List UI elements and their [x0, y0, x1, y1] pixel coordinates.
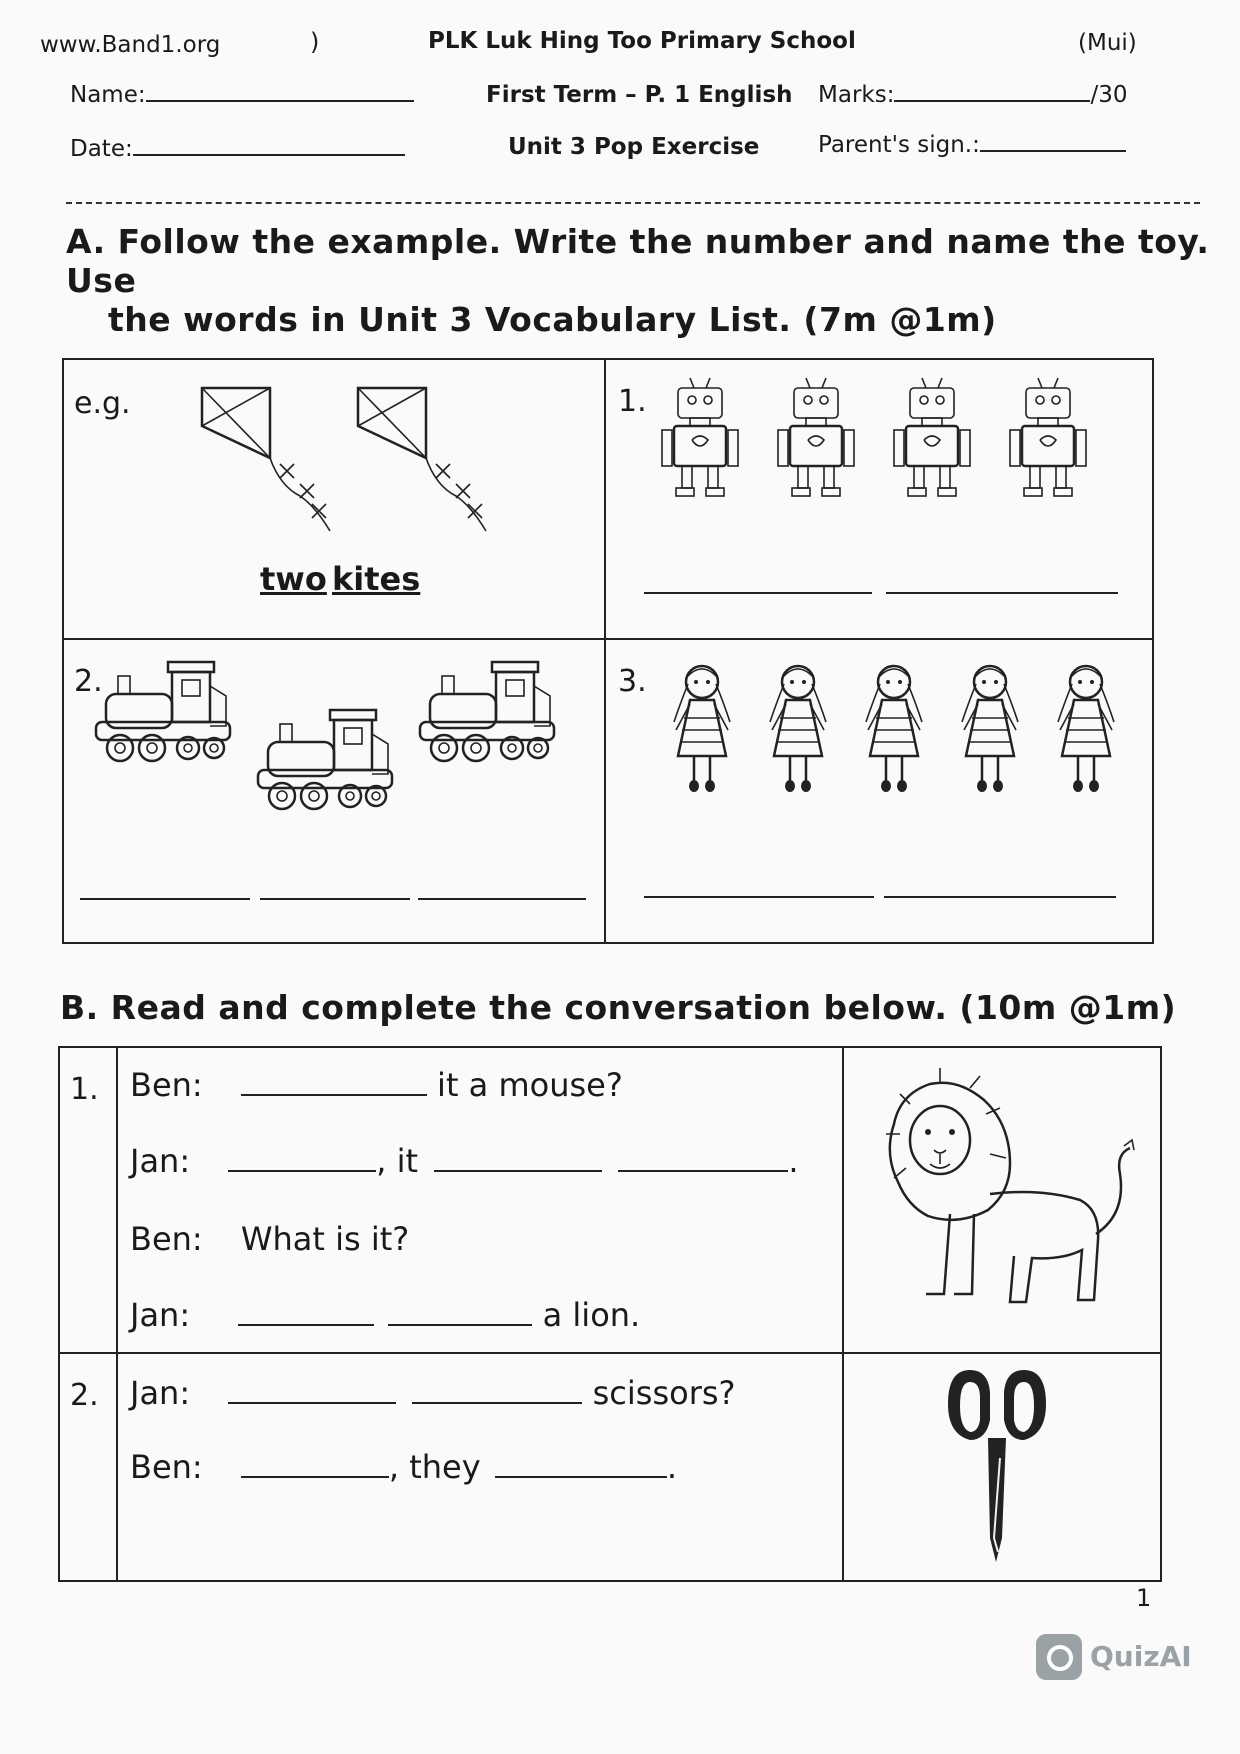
b-col-line-2: [842, 1046, 844, 1582]
sentence-text: .: [666, 1448, 678, 1486]
robot-icon: [778, 378, 854, 496]
b-q2-line-1: [130, 1374, 736, 1412]
a-q3-answer-line-2[interactable]: [884, 896, 1116, 898]
blank[interactable]: [228, 1170, 376, 1172]
train-icon: [420, 662, 554, 761]
name-field[interactable]: [70, 82, 414, 108]
section-a-title-2: the words in Unit 3 Vocabulary List. (7m @1m): [108, 300, 997, 339]
speaker: Ben:: [130, 1448, 203, 1486]
b-col-line-1: [116, 1046, 118, 1582]
page-number: 1: [1136, 1584, 1152, 1612]
speaker: Ben:: [130, 1066, 203, 1104]
a-q2-answer-line-3[interactable]: [418, 898, 586, 900]
blank[interactable]: [495, 1476, 667, 1478]
header-paren: ): [310, 28, 320, 56]
a-q2-number: 2.: [74, 664, 103, 699]
lion-icon: [870, 1064, 1140, 1334]
grid-vline: [604, 358, 606, 944]
watermark: www.Band1.org: [40, 32, 221, 58]
name-label: Name:: [70, 82, 146, 108]
blank[interactable]: [241, 1094, 427, 1096]
date-field[interactable]: [70, 136, 405, 162]
sentence-text: , it: [376, 1142, 419, 1180]
doll-icon: [770, 666, 826, 792]
parent-sign-field[interactable]: [818, 132, 1126, 158]
robot-icon: [894, 378, 970, 496]
a-q2-answer-line-2[interactable]: [260, 898, 410, 900]
blank[interactable]: [238, 1324, 374, 1326]
robot-icon: [662, 378, 738, 496]
blank[interactable]: [388, 1324, 532, 1326]
sentence-text: .: [788, 1142, 799, 1180]
a-q1-answer-line-2[interactable]: [886, 592, 1118, 594]
b-q1-number: 1.: [70, 1072, 99, 1107]
sentence-text: it a mouse?: [437, 1066, 623, 1104]
term-label: First Term – P. 1 English: [486, 82, 793, 108]
speaker: Jan:: [130, 1374, 191, 1412]
blank[interactable]: [241, 1476, 389, 1478]
marks-total: /30: [1090, 82, 1128, 108]
section-b-title: B. Read and complete the conversation below. (10m @1m): [60, 988, 1177, 1027]
section-a-title: A. Follow the example. Write the number and name the toy. Use: [66, 222, 1210, 300]
robots-image: [660, 374, 1120, 504]
unit-label: Unit 3 Pop Exercise: [508, 134, 760, 160]
b-q1-line-2: [130, 1142, 799, 1180]
doll-icon: [962, 666, 1018, 792]
a-q1-answer-line-1[interactable]: [644, 592, 872, 594]
b-q1-line-3: [130, 1220, 409, 1258]
kite-icon: [358, 388, 486, 531]
parent-sign-label: Parent's sign.:: [818, 132, 980, 158]
doll-icon: [866, 666, 922, 792]
b-q2-number: 2.: [70, 1378, 99, 1413]
speaker: Jan:: [130, 1296, 191, 1334]
example-label: e.g.: [74, 386, 131, 421]
school-name: PLK Luk Hing Too Primary School: [428, 28, 856, 54]
cut-divider: [66, 202, 1200, 204]
magnifier-ring: [1047, 1645, 1073, 1671]
quizai-logo-icon: [1036, 1634, 1082, 1680]
blank[interactable]: [228, 1402, 396, 1404]
grid-hline: [62, 638, 1154, 640]
doll-icon: [1058, 666, 1114, 792]
b-q1-line-1: [130, 1066, 623, 1104]
speaker: Jan:: [130, 1142, 191, 1180]
example-word-toy: kites: [332, 560, 421, 598]
train-icon: [258, 710, 392, 809]
kite-icon: [202, 388, 330, 531]
a-q2-answer-line-1[interactable]: [80, 898, 250, 900]
blank[interactable]: [618, 1170, 788, 1172]
scissors-icon: [940, 1364, 1060, 1574]
b-q2-line-2: [130, 1448, 677, 1486]
speaker: Ben:: [130, 1220, 203, 1258]
teacher-name: (Mui): [1078, 30, 1137, 56]
date-label: Date:: [70, 136, 133, 162]
sentence-text: What is it?: [240, 1220, 410, 1258]
brand-name: QuizAI: [1090, 1640, 1192, 1673]
example-word-number: two: [260, 560, 327, 598]
a-q3-answer-line-1[interactable]: [644, 896, 874, 898]
b-q1-line-4: [130, 1296, 640, 1334]
b-row-line: [58, 1352, 1162, 1354]
a-q3-number: 3.: [618, 664, 647, 699]
blank[interactable]: [412, 1402, 582, 1404]
sentence-text: a lion.: [542, 1296, 641, 1334]
a-q1-number: 1.: [618, 384, 647, 419]
robot-icon: [1010, 378, 1086, 496]
blank[interactable]: [434, 1170, 602, 1172]
sentence-text: scissors?: [592, 1374, 736, 1412]
kites-image: [200, 386, 500, 536]
train-icon: [96, 662, 230, 761]
doll-icon: [674, 666, 730, 792]
trains-image: [96, 656, 576, 816]
dolls-image: [660, 660, 1140, 800]
marks-label: Marks:: [818, 82, 895, 108]
marks-field[interactable]: [818, 82, 1127, 108]
sentence-text: , they: [388, 1448, 481, 1486]
